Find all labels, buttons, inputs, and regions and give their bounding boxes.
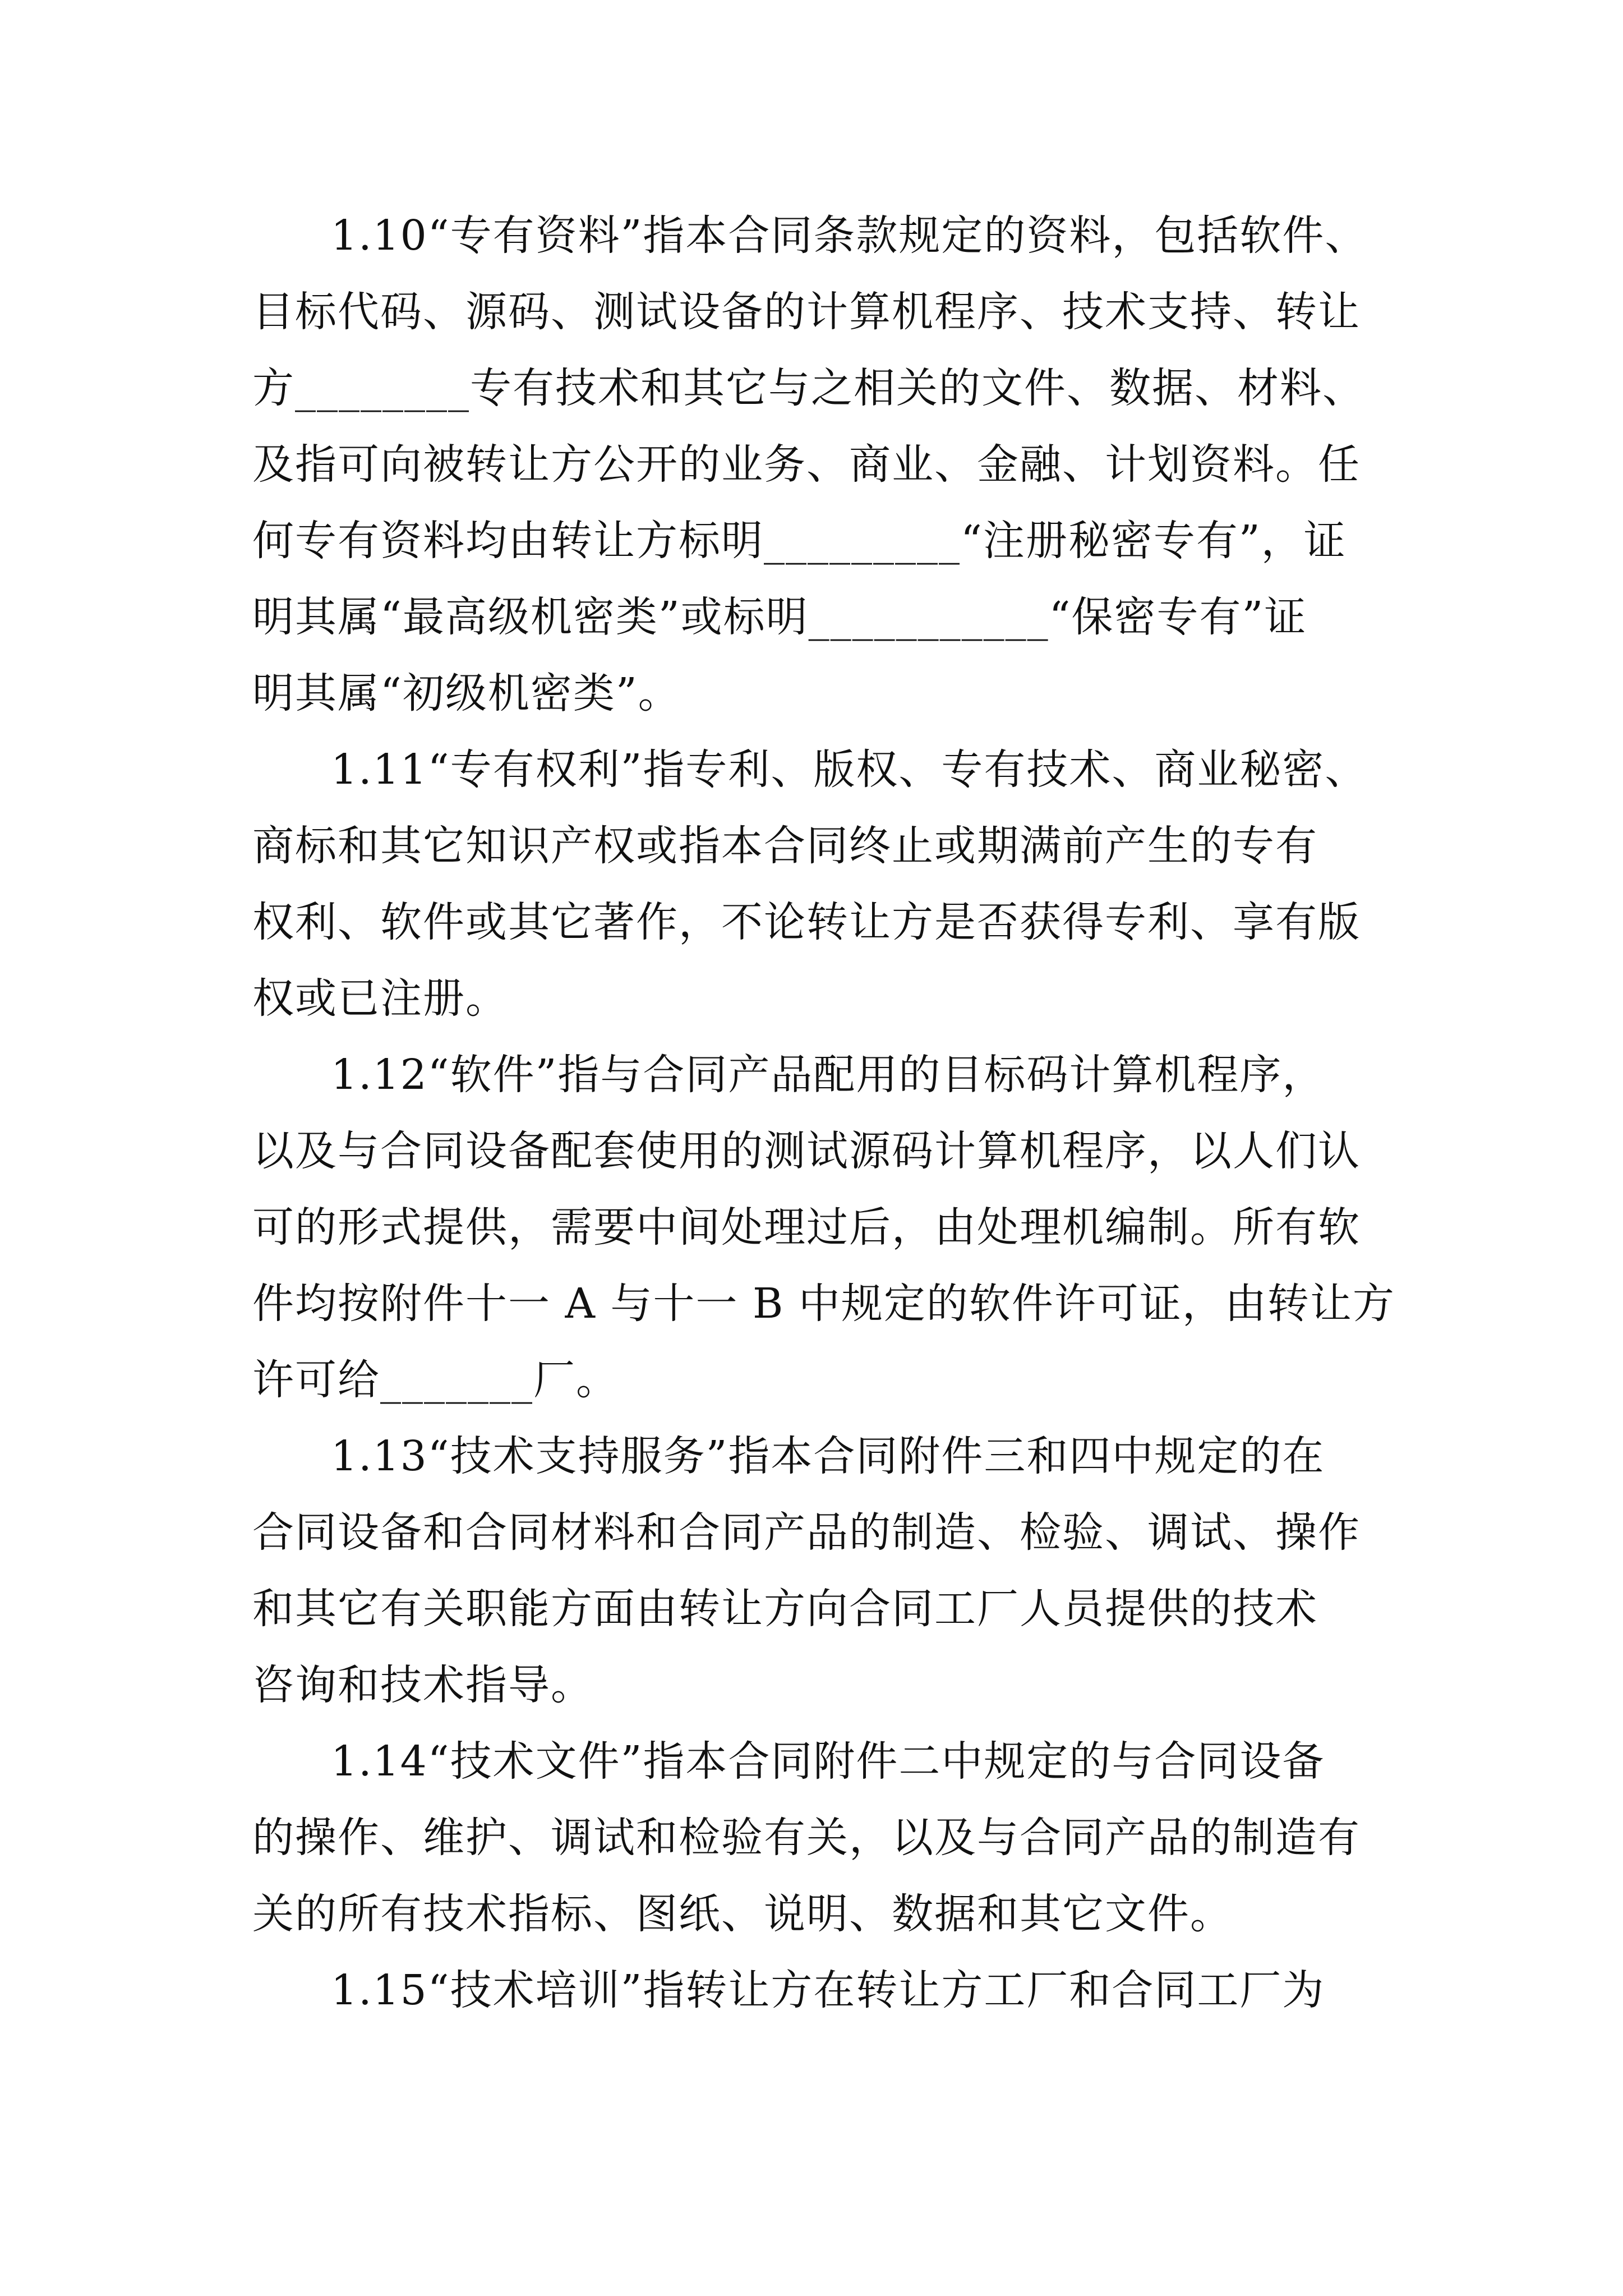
text-line: 明其属“最高级机密类”或标明___________“保密专有”证 bbox=[252, 593, 1307, 641]
text-line: 1.13“技术支持服务”指本合同附件三和四中规定的在 bbox=[331, 1432, 1325, 1480]
text-line: 及指可向被转让方公开的业务、商业、金融、计划资料。任 bbox=[252, 440, 1361, 489]
text-line: 商标和其它知识产权或指本合同终止或期满前产生的专有 bbox=[252, 822, 1318, 870]
text-line: 1.10“专有资料”指本合同条款规定的资料，包括软件、 bbox=[331, 211, 1368, 260]
text-line: 1.15“技术培训”指转让方在转让方工厂和合同工厂为 bbox=[331, 1966, 1325, 2014]
text-line: 以及与合同设备配套使用的测试源码计算机程序，以人们认 bbox=[252, 1127, 1361, 1175]
text-line: 件均按附件十一 A 与十一 B 中规定的软件许可证，由转让方 bbox=[252, 1280, 1395, 1328]
text-line: 权或已注册。 bbox=[252, 974, 508, 1023]
text-line: 和其它有关职能方面由转让方向合同工厂人员提供的技术 bbox=[252, 1585, 1318, 1633]
text-line: 1.11“专有权利”指专利、版权、专有技术、商业秘密、 bbox=[331, 746, 1368, 794]
text-line: 权利、软件或其它著作，不论转让方是否获得专利、享有版 bbox=[252, 898, 1361, 946]
text-line: 明其属“初级机密类”。 bbox=[252, 669, 681, 717]
text-line: 目标代码、源码、测试设备的计算机程序、技术支持、转让 bbox=[252, 288, 1361, 336]
text-line: 可的形式提供，需要中间处理过后，由处理机编制。所有软 bbox=[252, 1203, 1361, 1251]
text-line: 1.12“软件”指与合同产品配用的目标码计算机程序， bbox=[331, 1051, 1325, 1099]
text-line: 何专有资料均由转让方标明_________“注册秘密专有”，证 bbox=[252, 517, 1347, 565]
text-line: 咨询和技术指导。 bbox=[252, 1661, 593, 1709]
text-line: 许可给_______厂。 bbox=[252, 1356, 619, 1404]
text-line: 方________专有技术和其它与之相关的文件、数据、材料、 bbox=[252, 364, 1365, 412]
text-line: 的操作、维护、调试和检验有关，以及与合同产品的制造有 bbox=[252, 1814, 1361, 1862]
text-line: 合同设备和合同材料和合同产品的制造、检验、调试、操作 bbox=[252, 1508, 1361, 1557]
text-line: 关的所有技术指标、图纸、说明、数据和其它文件。 bbox=[252, 1890, 1233, 1938]
text-line: 1.14“技术文件”指本合同附件二中规定的与合同设备 bbox=[331, 1737, 1325, 1786]
